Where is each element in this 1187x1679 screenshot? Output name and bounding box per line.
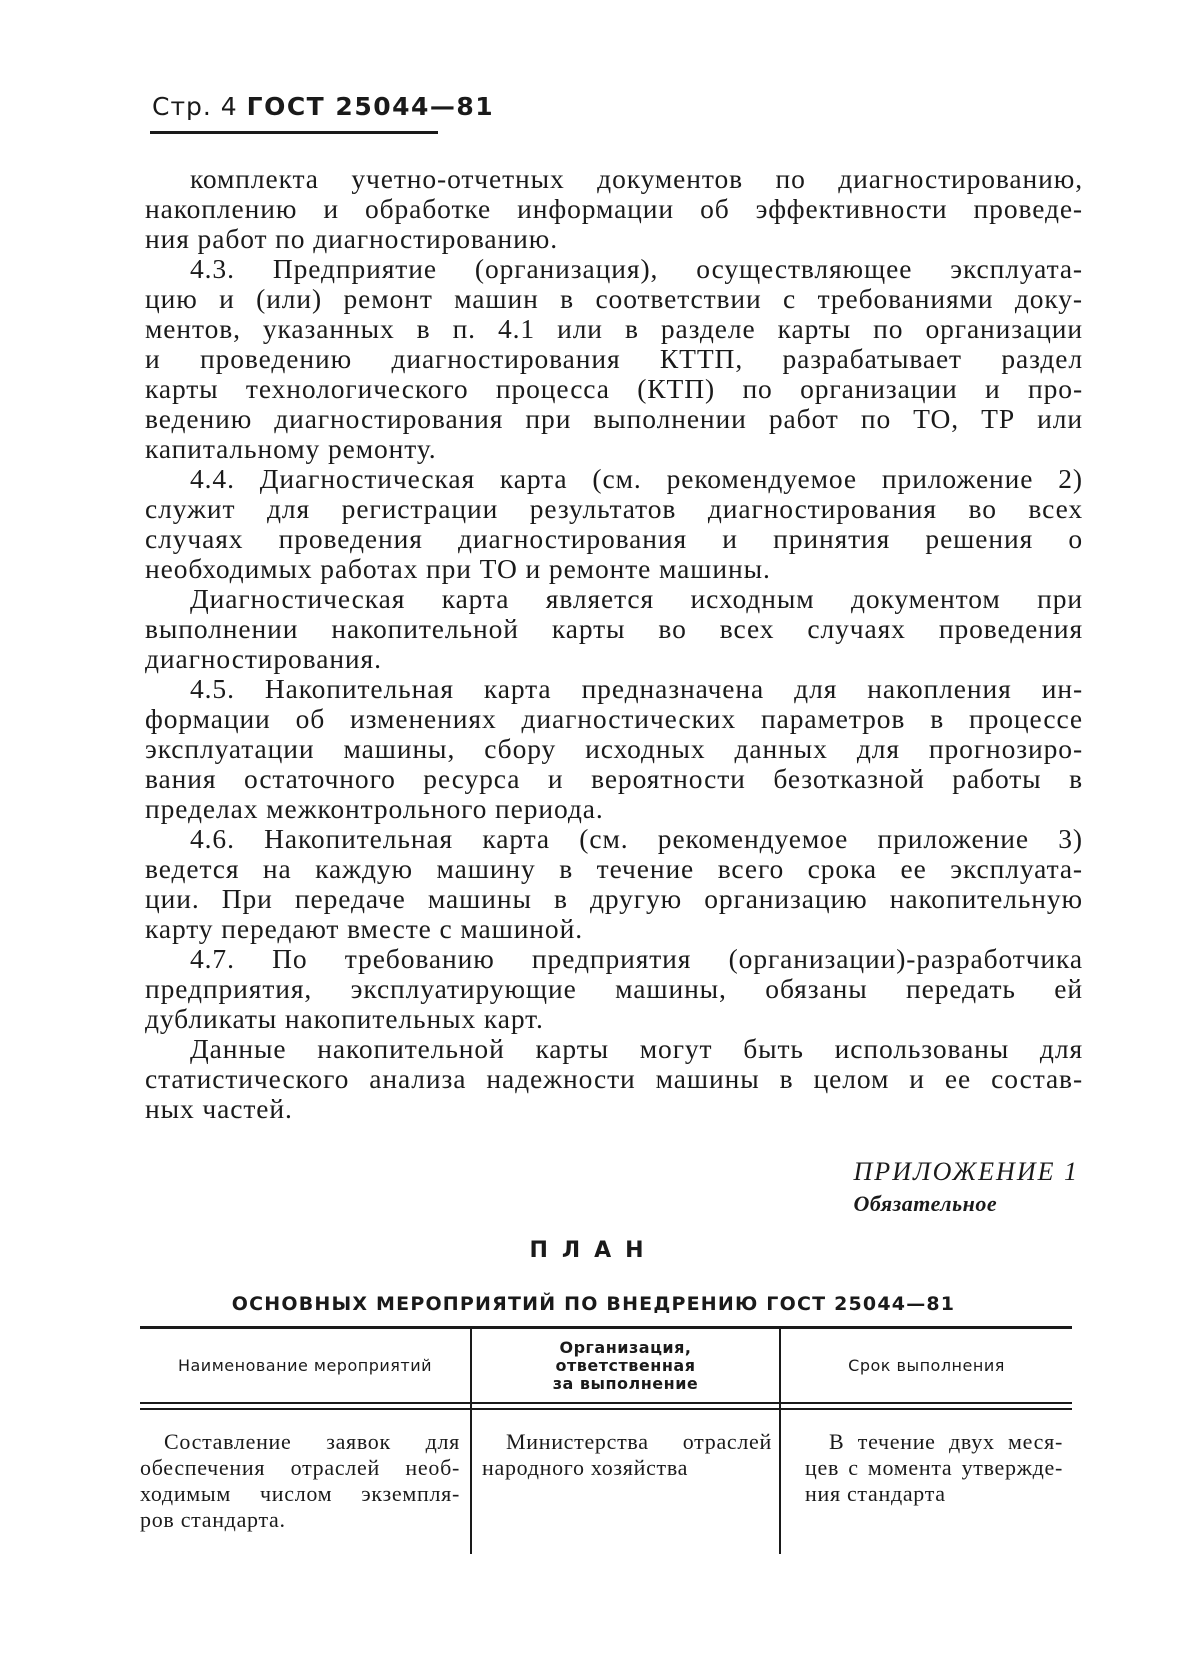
- table-cell-line: Составление заявок для: [164, 1429, 460, 1454]
- table-cell-line: цев с момента утвержде-: [805, 1455, 1063, 1480]
- table-header-organization: [472, 1329, 779, 1402]
- body-text-line: предприятия, эксплуатирующие машины, обязаны передать ей: [145, 973, 1083, 1004]
- table-cell-line: ния стандарта: [805, 1481, 946, 1506]
- table-cell-line: ходимым числом экземпля-: [140, 1481, 460, 1506]
- page-header: [152, 92, 494, 121]
- appendix-label: [854, 1157, 1079, 1217]
- appendix-subtitle: Обязательное: [853, 1191, 998, 1216]
- plan-title: ПЛАН: [529, 1238, 658, 1263]
- table-cell-activity: [140, 1429, 460, 1533]
- appendix-title: ПРИЛОЖЕНИЕ 1: [853, 1157, 1079, 1186]
- body-text-line: 4.3. Предприятие (организация), осуществляющее эксплуата-: [190, 253, 1083, 284]
- body-text-line: служит для регистрации результатов диагностирования во всех: [145, 493, 1083, 524]
- body-text-line: и проведению диагностирования КТТП, разрабатывает раздел: [145, 343, 1083, 374]
- body-text-line: 4.4. Диагностическая карта (см. рекомендуемое приложение 2): [190, 463, 1083, 494]
- body-text-line: ментов, указанных в п. 4.1 или в разделе карты по организации: [145, 313, 1083, 344]
- plan-subtitle: ОСНОВНЫХ МЕРОПРИЯТИЙ ПО ВНЕДРЕНИЮ ГОСТ 25044—81: [231, 1293, 956, 1315]
- table-header-rule: [140, 1408, 1072, 1410]
- table-cell-line: обеспечения отраслей необ-: [140, 1455, 460, 1480]
- table-header-deadline: [781, 1329, 1072, 1402]
- header-text: Наименование мероприятий: [177, 1355, 433, 1375]
- table-cell-line: ров стандарта.: [140, 1507, 286, 1532]
- table-header-rule: [140, 1402, 1072, 1404]
- body-text-line: ных частей.: [145, 1093, 293, 1124]
- body-text-line: 4.5. Накопительная карта предназначена для накопления ин-: [190, 673, 1083, 704]
- body-text-line: 4.6. Накопительная карта (см. рекомендуемое приложение 3): [190, 823, 1083, 854]
- body-text-line: карты технологического процесса (КТП) по организации и про-: [145, 373, 1083, 404]
- body-text-line: дубликаты накопительных карт.: [145, 1003, 544, 1034]
- body-text-line: вания остаточного ресурса и вероятности безотказной работы в: [145, 763, 1083, 794]
- body-text-line: выполнении накопительной карты во всех случаях проведения: [145, 613, 1083, 644]
- body-text-line: ведению диагностирования при выполнении работ по ТО, ТР или: [145, 403, 1083, 434]
- body-text-line: комплекта учетно-отчетных документов по диагностированию,: [190, 163, 1083, 194]
- body-text-line: случаях проведения диагностирования и принятия решения о: [145, 523, 1083, 554]
- body-text-line: диагностирования.: [145, 643, 382, 674]
- body-text-line: 4.7. По требованию предприятия (организации)-разработчика: [190, 943, 1083, 974]
- body-text-line: Данные накопительной карты могут быть использованы для: [190, 1033, 1083, 1064]
- plan-table: [140, 1326, 1072, 1554]
- table-header-activities: [140, 1329, 470, 1402]
- body-text-line: Диагностическая карта является исходным документом при: [190, 583, 1083, 614]
- standard-number: ГОСТ 25044—81: [246, 92, 495, 121]
- body-text-line: карту передают вместе с машиной.: [145, 913, 583, 944]
- body-text-line: пределах межконтрольного периода.: [145, 793, 604, 824]
- body-text-line: необходимых работах при ТО и ремонте машины.: [145, 553, 771, 584]
- body-text-line: ции. При передаче машины в другую организацию накопительную: [145, 883, 1083, 914]
- table-cell-deadline: [805, 1429, 1063, 1507]
- header-text: Срок выполнения: [848, 1355, 1005, 1375]
- body-text-line: цию и (или) ремонт машин в соответствии с требованиями доку-: [145, 283, 1083, 314]
- body-text-line: статистического анализа надежности машины в целом и ее состав-: [145, 1063, 1083, 1094]
- body-text: [145, 164, 1083, 1124]
- table-cell-line: В течение двух меся-: [829, 1429, 1063, 1454]
- table-cell-organization: [482, 1429, 772, 1481]
- body-text-line: накоплению и обработке информации об эффективности проведе-: [145, 193, 1083, 224]
- body-text-line: эксплуатации машины, сбору исходных данных для прогнозиро-: [145, 733, 1083, 764]
- body-text-line: ведется на каждую машину в течение всего срока ее эксплуата-: [145, 853, 1083, 884]
- table-cell-line: Министерства отраслей: [506, 1429, 772, 1454]
- body-text-line: ния работ по диагностированию.: [145, 223, 558, 254]
- body-text-line: капитальному ремонту.: [145, 433, 437, 464]
- header-text: Организация, ответственная за выполнение: [552, 1337, 699, 1393]
- page-number: Стр. 4: [152, 92, 238, 121]
- body-text-line: формации об изменениях диагностических параметров в процессе: [145, 703, 1083, 734]
- table-cell-line: народного хозяйства: [482, 1455, 689, 1480]
- header-rule: [150, 131, 438, 134]
